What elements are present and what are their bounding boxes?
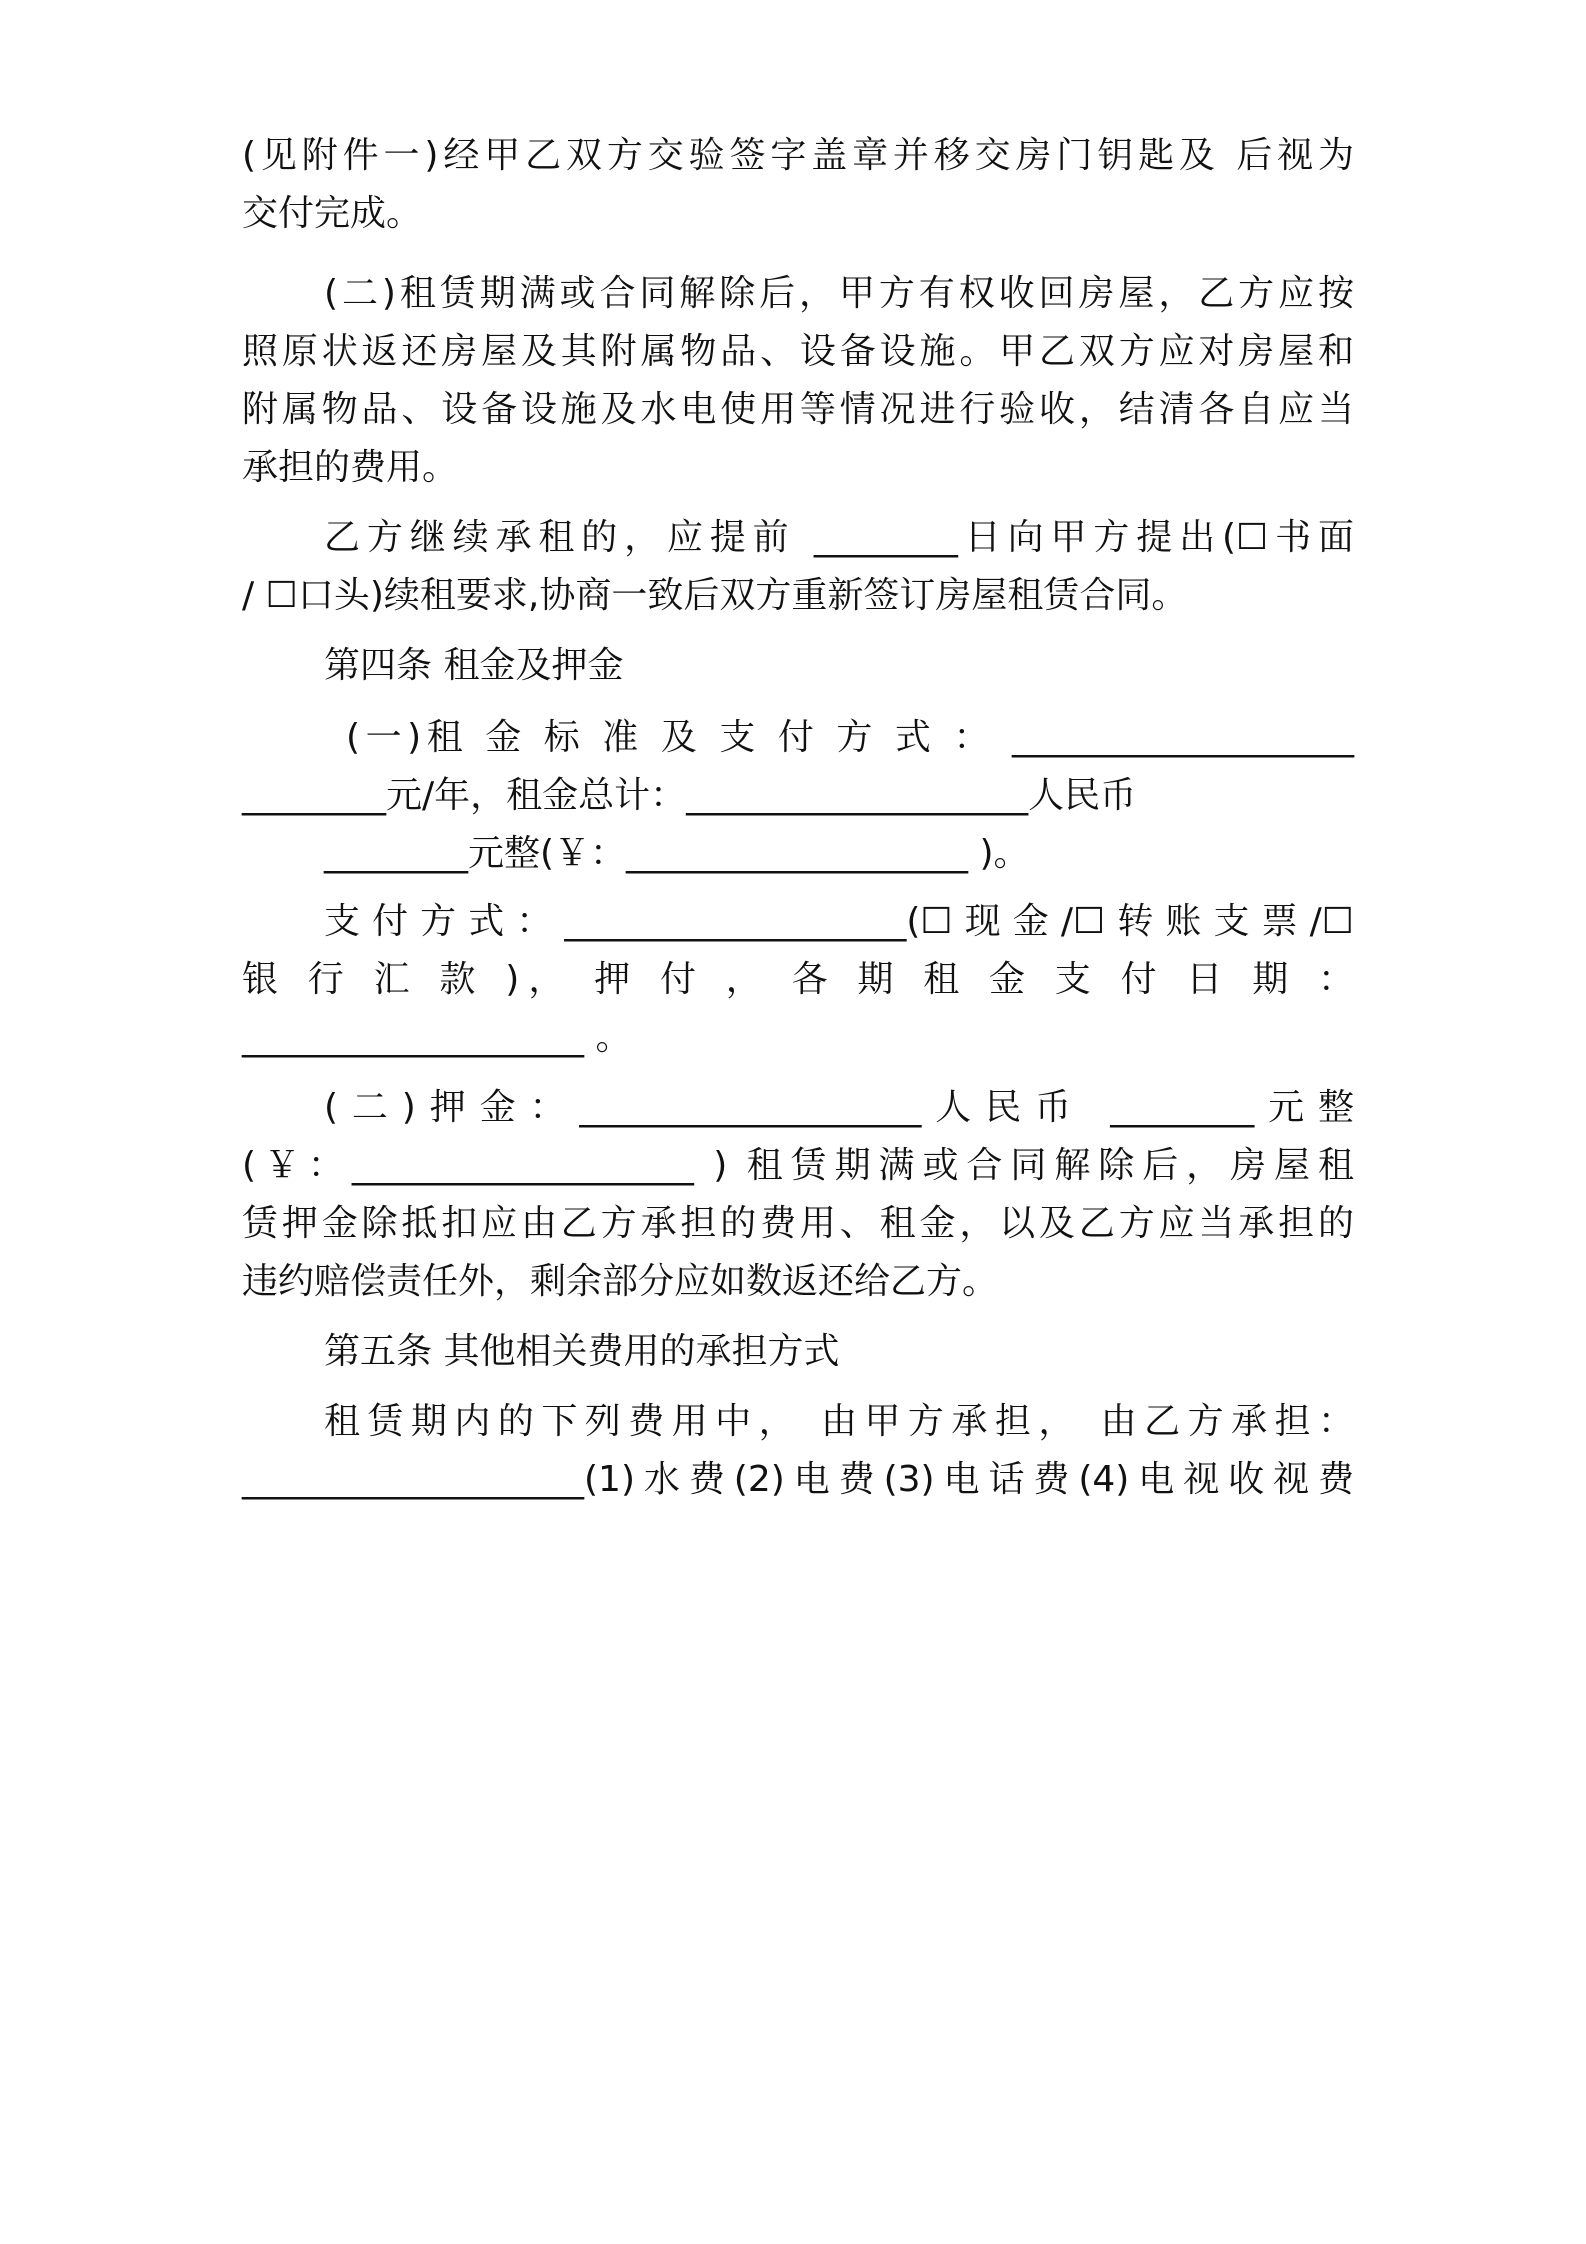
text-line: ___________________ 。 bbox=[242, 1017, 632, 1058]
text-line: (一)租 金 标 准 及 支 付 方 式 ： ___________________ bbox=[346, 717, 1354, 758]
text-line: 银 行 汇 款 )， 押 付 ， 各 期 租 金 支 付 日 期 ： bbox=[242, 959, 1354, 1000]
text-line: / ☐口头)续租要求,协商一致后双方重新签订房屋租赁合同。 bbox=[242, 575, 1188, 616]
text-line: (二)押金：___________________人民币 ________元整 bbox=[324, 1087, 1354, 1128]
text-line: ___________________(1)水费(2)电费(3)电话费(4)电视收视费 bbox=[242, 1459, 1354, 1500]
text-line: 租赁期内的下列费用中， 由甲方承担， 由乙方承担： bbox=[324, 1401, 1354, 1442]
text-line: 照原状返还房屋及其附属物品、设备设施。甲乙双方应对房屋和 bbox=[242, 331, 1354, 372]
paragraph-heading-2: (二)租赁期满或合同解除后，甲方有权收回房屋，乙方应按 bbox=[324, 273, 1354, 314]
text-line: 支付方式：___________________(☐现金/☐转账支票/☐ bbox=[324, 901, 1354, 942]
text-line: 赁押金除抵扣应由乙方承担的费用、租金，以及乙方应当承担的 bbox=[242, 1203, 1354, 1244]
text-line: ________元/年，租金总计：___________________人民币 bbox=[242, 775, 1137, 816]
text-line: 承担的费用。 bbox=[242, 447, 459, 488]
text-line: (见附件一)经甲乙双方交验签字盖章并移交房门钥匙及 后视为 bbox=[242, 135, 1354, 176]
text-line: 附属物品、设备设施及水电使用等情况进行验收，结清各自应当 bbox=[242, 389, 1354, 430]
article-5-heading: 第五条 其他相关费用的承担方式 bbox=[324, 1331, 840, 1372]
text-line: 交付完成。 bbox=[242, 193, 423, 234]
text-line: 乙方继续承租的，应提前 ________日向甲方提出(☐书面 bbox=[324, 517, 1354, 558]
text-line: ________元整(￥：___________________ )。 bbox=[324, 833, 1030, 874]
article-4-heading: 第四条 租金及押金 bbox=[324, 645, 624, 686]
text-line: (￥：___________________ ) 租赁期满或合同解除后，房屋租 bbox=[242, 1145, 1354, 1186]
text-line: 违约赔偿责任外，剩余部分应如数返还给乙方。 bbox=[242, 1261, 999, 1302]
